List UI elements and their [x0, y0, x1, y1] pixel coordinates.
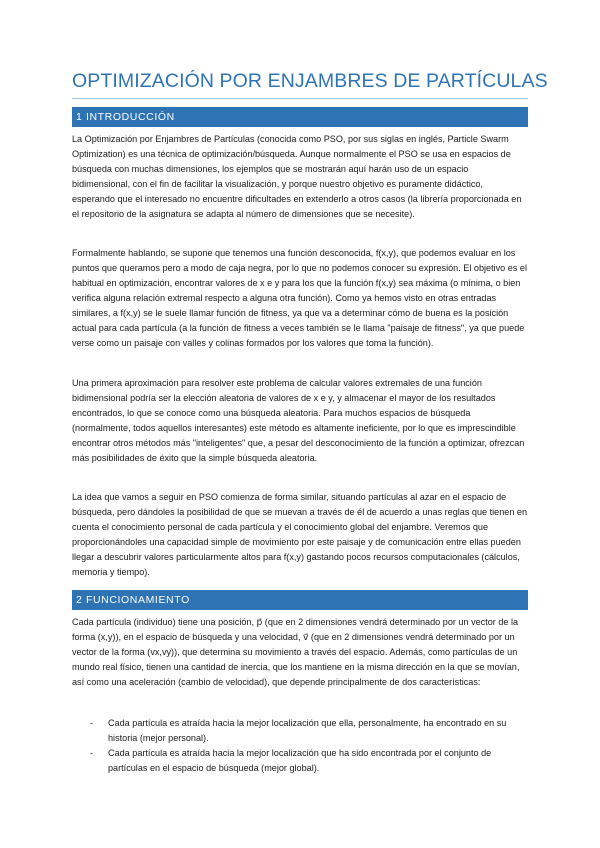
intro-paragraph-4: La idea que vamos a seguir en PSO comienza de forma similar, situando partículas al azar en el espacio de búsqueda, pero dándoles la posibilidad de que se muevan a través de él de acuerdo a unas reglas que tienen en cuenta el conocimiento personal de cada partícula y el conocimiento global del enjambre. Veremos que proporcionándoles una capacidad simple de movimiento por este paisaje y de comunicación entre ellas pueden llegar a descubrir valores particularmente altos para f(x,y) gastando pocos recursos computacionales (cálculos, memoria y tiempo). — [72, 492, 528, 577]
section-heading-funcionamiento: 2 FUNCIONAMIENTO — [72, 590, 528, 610]
list-dash: - — [90, 718, 94, 728]
intro-paragraph-1: La Optimización por Enjambres de Partículas (conocida como PSO, por sus siglas en inglés, Particle Swarm Optimization) es una técnica de optimización/búsqueda. Aunque normalmente el PSO se usa en espacios de búsqueda con muchas dimensiones, los ejemplos que se mostrarán aquí harán uso de un espacio bidimensional, con el fin de facilitar la visualización, y porque nuestro objetivo es puramente didáctico, esperando que el interesado no encuentre dificultades en extenderlo a otros casos (la librería proporcionada en el repositorio de la asignatura se adapta al número de dimensiones que se necesite). — [72, 134, 522, 219]
document-title: OPTIMIZACIÓN POR ENJAMBRES DE PARTÍCULAS — [72, 70, 548, 92]
title-underline — [72, 98, 528, 99]
characteristics-list — [72, 716, 528, 776]
list-item-text: Cada partícula es atraída hacia la mejor localización que ha sido encontrada por el conjunto de partículas en el espacio de búsqueda (mejor global). — [108, 748, 492, 773]
section-heading-introduccion: 1 INTRODUCCIÓN — [72, 107, 528, 127]
list-item — [72, 746, 528, 776]
list-item-text: Cada partícula es atraída hacia la mejor localización que ella, personalmente, ha encontrado en su historia (mejor personal). — [108, 718, 507, 743]
list-dash: - — [90, 748, 94, 758]
list-item — [72, 716, 528, 746]
funcionamiento-paragraph-1: Cada partícula (individuo) tiene una posición, p⃗ (que en 2 dimensiones vendrá determinado por un vector de la forma (x,y)), en el espacio de búsqueda y una velocidad, v⃗ (que en 2 dimensiones vendrá determinado por un vector de la forma (vx,vy)), que determina su movimiento a través del espacio. Además, como partículas de un mundo real físico, tienen una cantidad de inercia, que los mantiene en la misma dirección en la que se movían, así como una aceleración (cambio de velocidad), que depende principalmente de dos características: — [72, 617, 520, 687]
intro-paragraph-2: Formalmente hablando, se supone que tenemos una función desconocida, f(x,y), que podemos evaluar en los puntos que queramos pero a modo de caja negra, por lo que no podemos conocer su expresión. El objetivo es el habitual en optimización, encontrar valores de x e y para los que la función f(x,y) sea máxima (o mínima, o bien verifica alguna relación extremal respecto a alguna otra función). Como ya hemos visto en otras entradas similares, a f(x,y) se le suele llamar función de fitness, ya que va a determinar cómo de buena es la posición actual para cada partícula (a la función de fitness a veces también se le llama "paisaje de fitness", ya que puede verse como un paisaje con valles y colinas formados por los valores que toma la función). — [72, 248, 527, 348]
intro-paragraph-3: Una primera aproximación para resolver este problema de calcular valores extremales de una función bidimensional podría ser la elección aleatoria de valores de x e y, y almacenar el mayor de los resultados encontrados, lo que se conoce como una búsqueda aleatoria. Para muchos espacios de búsqueda (normalmente, todos aquellos interesantes) este método es altamente ineficiente, por lo que es imprescindible encontrar otros métodos más "inteligentes" que, a pesar del desconocimiento de la función a optimizar, ofrezcan más posibilidades de éxito que la simple búsqueda aleatoria. — [72, 378, 525, 463]
